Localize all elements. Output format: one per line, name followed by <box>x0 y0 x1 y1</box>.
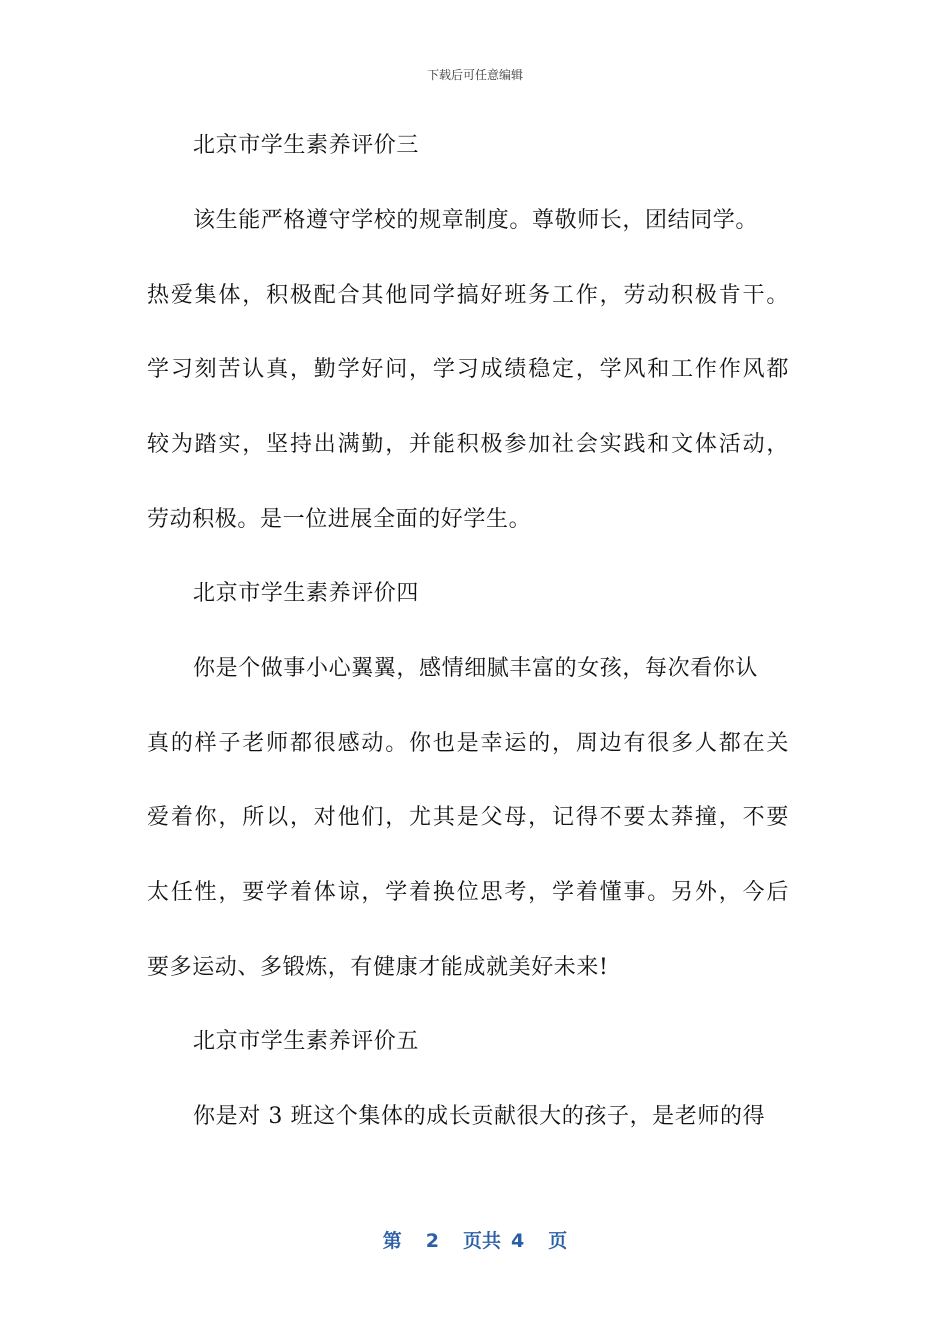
paragraph-line: 学习刻苦认真，勤学好问，学习成绩稳定，学风和工作作风都 <box>147 357 789 382</box>
paragraph-line: 你是个做事小心翼翼，感情细腻丰富的女孩，每次看你认 <box>193 656 759 681</box>
section-title: 北京市学生素养评价五 <box>193 1029 420 1054</box>
paragraph-line: 热爱集体，积极配合其他同学搞好班务工作，劳动积极肯干。 <box>147 283 789 308</box>
header-note: 下载后可任意编辑 <box>426 68 523 82</box>
paragraph-line: 你是对 3 班这个集体的成长贡献很大的孩子，是老师的得 <box>193 1104 766 1129</box>
page-suffix: 页 <box>548 1230 568 1252</box>
paragraph-line: 劳动积极。是一位进展全面的好学生。 <box>147 507 532 532</box>
page-mid: 页共 <box>462 1230 501 1252</box>
total-pages-number: 4 <box>511 1230 525 1252</box>
page-prefix: 第 <box>382 1230 402 1252</box>
current-page-number: 2 <box>425 1230 439 1252</box>
section-title: 北京市学生素养评价四 <box>193 581 420 606</box>
paragraph-line: 真的样子老师都很感动。你也是幸运的，周边有很多人都在关 <box>147 731 789 756</box>
paragraph-line: 爱着你，所以，对他们，尤其是父母，记得不要太莽撞，不要 <box>147 805 789 830</box>
paragraph-line: 太任性，要学着体谅，学着换位思考，学着懂事。另外，今后 <box>147 880 789 905</box>
page-indicator <box>0 1226 950 1253</box>
section-title: 北京市学生素养评价三 <box>193 133 420 158</box>
paragraph-line: 该生能严格遵守学校的规章制度。尊敬师长，团结同学。 <box>193 208 759 233</box>
paragraph-line: 要多运动、多锻炼，有健康才能成就美好未来! <box>147 955 609 980</box>
paragraph-line: 较为踏实，坚持出满勤，并能积极参加社会实践和文体活动， <box>147 432 789 457</box>
